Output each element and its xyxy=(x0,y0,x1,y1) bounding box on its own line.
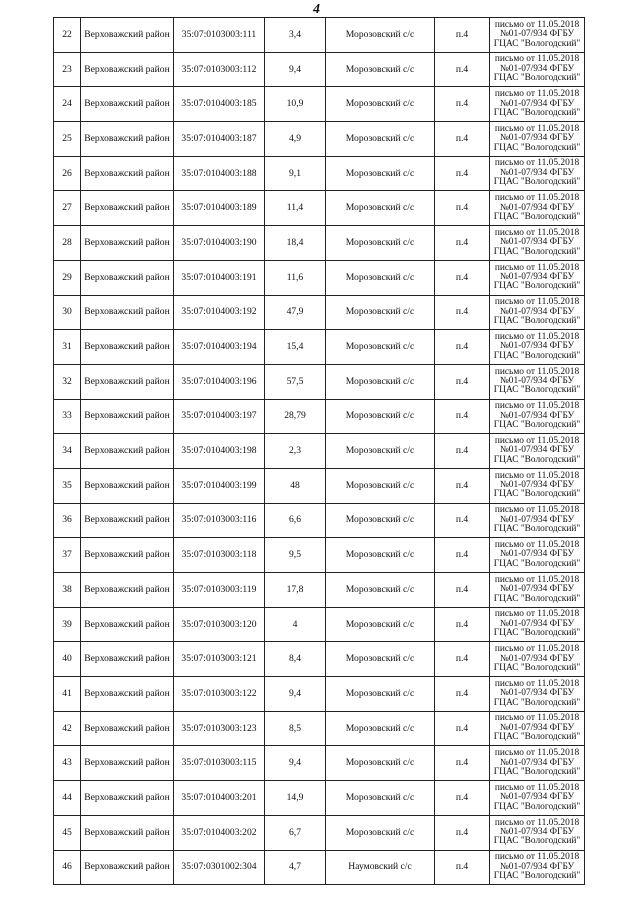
district-cell: Верховажский район xyxy=(81,573,174,608)
clause-cell: п.4 xyxy=(435,573,490,608)
clause-cell: п.4 xyxy=(435,815,490,850)
area-cell: 14,9 xyxy=(265,781,326,816)
clause-cell: п.4 xyxy=(435,87,490,122)
basis-line: №01-07/934 ФГБУ xyxy=(499,202,575,213)
clause-cell: п.4 xyxy=(435,399,490,434)
settlement-cell: Морозовский с/с xyxy=(326,295,435,330)
area-cell: 9,5 xyxy=(265,538,326,573)
basis-line: ГЦАС "Вологодский" xyxy=(493,524,581,535)
row-number: 42 xyxy=(54,711,81,746)
basis-cell xyxy=(490,607,585,642)
basis-cell xyxy=(490,191,585,226)
basis-line: ГЦАС "Вологодский" xyxy=(493,801,581,812)
row-number: 28 xyxy=(54,226,81,261)
row-number: 39 xyxy=(54,607,81,642)
table-row xyxy=(54,573,585,608)
area-cell: 3,4 xyxy=(265,18,326,53)
table-row xyxy=(54,295,585,330)
basis-line: ГЦАС "Вологодский" xyxy=(493,316,581,327)
basis-line: №01-07/934 ФГБУ xyxy=(499,688,575,699)
district-cell: Верховажский район xyxy=(81,364,174,399)
row-number: 31 xyxy=(54,330,81,365)
cadastral-number-cell: 35:07:0104003:196 xyxy=(174,364,265,399)
cadastral-number-cell: 35:07:0104003:201 xyxy=(174,781,265,816)
basis-line: ГЦАС "Вологодский" xyxy=(493,211,581,222)
basis-line: №01-07/934 ФГБУ xyxy=(499,792,575,803)
basis-line: ГЦАС "Вологодский" xyxy=(493,732,581,743)
cadastral-number-cell: 35:07:0103003:123 xyxy=(174,711,265,746)
cadastral-number-cell: 35:07:0104003:189 xyxy=(174,191,265,226)
settlement-cell: Морозовский с/с xyxy=(326,226,435,261)
basis-line: ГЦАС "Вологодский" xyxy=(493,38,581,49)
basis-line: письмо от 11.05.2018 xyxy=(494,297,580,308)
basis-cell xyxy=(490,295,585,330)
table-row xyxy=(54,52,585,87)
basis-line: письмо от 11.05.2018 xyxy=(494,748,580,759)
basis-line: письмо от 11.05.2018 xyxy=(494,366,580,377)
row-number: 33 xyxy=(54,399,81,434)
basis-cell xyxy=(490,434,585,469)
cadastral-number-cell: 35:07:0103003:121 xyxy=(174,642,265,677)
basis-line: №01-07/934 ФГБУ xyxy=(499,306,575,317)
land-plots-table xyxy=(53,17,585,885)
cadastral-number-cell: 35:07:0104003:188 xyxy=(174,156,265,191)
row-number: 46 xyxy=(54,850,81,885)
basis-line: письмо от 11.05.2018 xyxy=(494,713,580,724)
area-cell: 18,4 xyxy=(265,226,326,261)
basis-cell xyxy=(490,364,585,399)
table-row xyxy=(54,711,585,746)
settlement-cell: Морозовский с/с xyxy=(326,191,435,226)
table-row xyxy=(54,746,585,781)
basis-cell xyxy=(490,815,585,850)
table-row xyxy=(54,191,585,226)
basis-line: ГЦАС "Вологодский" xyxy=(493,489,581,500)
district-cell: Верховажский район xyxy=(81,260,174,295)
basis-line: письмо от 11.05.2018 xyxy=(494,470,580,481)
area-cell: 6,6 xyxy=(265,503,326,538)
basis-line: письмо от 11.05.2018 xyxy=(494,609,580,620)
row-number: 24 xyxy=(54,87,81,122)
settlement-cell: Морозовский с/с xyxy=(326,573,435,608)
clause-cell: п.4 xyxy=(435,538,490,573)
basis-line: письмо от 11.05.2018 xyxy=(494,782,580,793)
row-number: 22 xyxy=(54,18,81,53)
basis-cell xyxy=(490,781,585,816)
table-row xyxy=(54,156,585,191)
basis-line: письмо от 11.05.2018 xyxy=(494,678,580,689)
basis-line: №01-07/934 ФГБУ xyxy=(499,237,575,248)
area-cell: 4,9 xyxy=(265,122,326,157)
basis-line: письмо от 11.05.2018 xyxy=(494,123,580,134)
clause-cell: п.4 xyxy=(435,746,490,781)
basis-line: ГЦАС "Вологодский" xyxy=(493,385,581,396)
cadastral-number-cell: 35:07:0104003:198 xyxy=(174,434,265,469)
basis-cell xyxy=(490,156,585,191)
row-number: 35 xyxy=(54,468,81,503)
settlement-cell: Морозовский с/с xyxy=(326,677,435,712)
table-row xyxy=(54,538,585,573)
area-cell: 9,1 xyxy=(265,156,326,191)
basis-line: письмо от 11.05.2018 xyxy=(494,331,580,342)
basis-cell xyxy=(490,399,585,434)
basis-line: ГЦАС "Вологодский" xyxy=(493,246,581,257)
district-cell: Верховажский район xyxy=(81,122,174,157)
table-row xyxy=(54,815,585,850)
clause-cell: п.4 xyxy=(435,607,490,642)
basis-line: ГЦАС "Вологодский" xyxy=(493,281,581,292)
area-cell: 47,9 xyxy=(265,295,326,330)
basis-line: письмо от 11.05.2018 xyxy=(494,574,580,585)
basis-cell xyxy=(490,260,585,295)
basis-line: №01-07/934 ФГБУ xyxy=(499,480,575,491)
area-cell: 8,4 xyxy=(265,642,326,677)
area-cell: 17,8 xyxy=(265,573,326,608)
clause-cell: п.4 xyxy=(435,18,490,53)
district-cell: Верховажский район xyxy=(81,191,174,226)
basis-line: №01-07/934 ФГБУ xyxy=(499,549,575,560)
settlement-cell: Морозовский с/с xyxy=(326,18,435,53)
basis-line: №01-07/934 ФГБУ xyxy=(499,618,575,629)
basis-cell xyxy=(490,503,585,538)
settlement-cell: Морозовский с/с xyxy=(326,781,435,816)
basis-line: №01-07/934 ФГБУ xyxy=(499,29,575,40)
clause-cell: п.4 xyxy=(435,226,490,261)
district-cell: Верховажский район xyxy=(81,18,174,53)
basis-line: ГЦАС "Вологодский" xyxy=(493,454,581,465)
district-cell: Верховажский район xyxy=(81,156,174,191)
basis-line: ГЦАС "Вологодский" xyxy=(493,177,581,188)
area-cell: 11,4 xyxy=(265,191,326,226)
basis-line: письмо от 11.05.2018 xyxy=(494,262,580,273)
row-number: 44 xyxy=(54,781,81,816)
clause-cell: п.4 xyxy=(435,260,490,295)
basis-line: №01-07/934 ФГБУ xyxy=(499,376,575,387)
area-cell: 4 xyxy=(265,607,326,642)
cadastral-number-cell: 35:07:0103003:111 xyxy=(174,18,265,53)
row-number: 40 xyxy=(54,642,81,677)
basis-line: письмо от 11.05.2018 xyxy=(494,158,580,169)
row-number: 43 xyxy=(54,746,81,781)
basis-line: ГЦАС "Вологодский" xyxy=(493,697,581,708)
row-number: 37 xyxy=(54,538,81,573)
cadastral-number-cell: 35:07:0103003:120 xyxy=(174,607,265,642)
clause-cell: п.4 xyxy=(435,364,490,399)
settlement-cell: Морозовский с/с xyxy=(326,364,435,399)
settlement-cell: Морозовский с/с xyxy=(326,468,435,503)
basis-line: №01-07/934 ФГБУ xyxy=(499,514,575,525)
cadastral-number-cell: 35:07:0104003:187 xyxy=(174,122,265,157)
district-cell: Верховажский район xyxy=(81,781,174,816)
district-cell: Верховажский район xyxy=(81,434,174,469)
basis-line: ГЦАС "Вологодский" xyxy=(493,350,581,361)
basis-line: №01-07/934 ФГБУ xyxy=(499,722,575,733)
table-row xyxy=(54,260,585,295)
clause-cell: п.4 xyxy=(435,191,490,226)
cadastral-number-cell: 35:07:0103003:118 xyxy=(174,538,265,573)
area-cell: 15,4 xyxy=(265,330,326,365)
basis-line: №01-07/934 ФГБУ xyxy=(499,341,575,352)
district-cell: Верховажский район xyxy=(81,642,174,677)
settlement-cell: Морозовский с/с xyxy=(326,330,435,365)
basis-line: №01-07/934 ФГБУ xyxy=(499,410,575,421)
cadastral-number-cell: 35:07:0103003:122 xyxy=(174,677,265,712)
basis-cell xyxy=(490,711,585,746)
clause-cell: п.4 xyxy=(435,434,490,469)
area-cell: 11,6 xyxy=(265,260,326,295)
district-cell: Верховажский район xyxy=(81,607,174,642)
table-row xyxy=(54,434,585,469)
settlement-cell: Морозовский с/с xyxy=(326,642,435,677)
basis-line: ГЦАС "Вологодский" xyxy=(493,766,581,777)
district-cell: Верховажский район xyxy=(81,295,174,330)
area-cell: 8,5 xyxy=(265,711,326,746)
settlement-cell: Морозовский с/с xyxy=(326,52,435,87)
area-cell: 2,3 xyxy=(265,434,326,469)
basis-line: ГЦАС "Вологодский" xyxy=(493,871,581,882)
settlement-cell: Морозовский с/с xyxy=(326,260,435,295)
area-cell: 9,4 xyxy=(265,746,326,781)
basis-line: письмо от 11.05.2018 xyxy=(494,54,580,65)
basis-line: письмо от 11.05.2018 xyxy=(494,644,580,655)
basis-line: письмо от 11.05.2018 xyxy=(494,435,580,446)
cadastral-number-cell: 35:07:0103003:112 xyxy=(174,52,265,87)
cadastral-number-cell: 35:07:0104003:185 xyxy=(174,87,265,122)
district-cell: Верховажский район xyxy=(81,468,174,503)
basis-cell xyxy=(490,52,585,87)
basis-line: письмо от 11.05.2018 xyxy=(494,817,580,828)
table-row xyxy=(54,850,585,885)
row-number: 26 xyxy=(54,156,81,191)
area-cell: 9,4 xyxy=(265,52,326,87)
basis-line: №01-07/934 ФГБУ xyxy=(499,167,575,178)
settlement-cell: Морозовский с/с xyxy=(326,434,435,469)
cadastral-number-cell: 35:07:0104003:194 xyxy=(174,330,265,365)
district-cell: Верховажский район xyxy=(81,399,174,434)
table-row xyxy=(54,677,585,712)
cadastral-number-cell: 35:07:0103003:119 xyxy=(174,573,265,608)
table-row xyxy=(54,18,585,53)
row-number: 27 xyxy=(54,191,81,226)
area-cell: 57,5 xyxy=(265,364,326,399)
basis-cell xyxy=(490,677,585,712)
area-cell: 48 xyxy=(265,468,326,503)
settlement-cell: Морозовский с/с xyxy=(326,711,435,746)
basis-line: письмо от 11.05.2018 xyxy=(494,193,580,204)
district-cell: Верховажский район xyxy=(81,677,174,712)
district-cell: Верховажский район xyxy=(81,87,174,122)
row-number: 23 xyxy=(54,52,81,87)
basis-cell xyxy=(490,330,585,365)
area-cell: 28,79 xyxy=(265,399,326,434)
basis-cell xyxy=(490,850,585,885)
basis-line: ГЦАС "Вологодский" xyxy=(493,420,581,431)
basis-line: письмо от 11.05.2018 xyxy=(494,227,580,238)
basis-line: №01-07/934 ФГБУ xyxy=(499,63,575,74)
basis-line: письмо от 11.05.2018 xyxy=(494,19,580,30)
basis-line: ГЦАС "Вологодский" xyxy=(493,73,581,84)
district-cell: Верховажский район xyxy=(81,538,174,573)
table-row xyxy=(54,330,585,365)
clause-cell: п.4 xyxy=(435,850,490,885)
table-row xyxy=(54,399,585,434)
settlement-cell: Морозовский с/с xyxy=(326,538,435,573)
clause-cell: п.4 xyxy=(435,503,490,538)
cadastral-number-cell: 35:07:0103003:115 xyxy=(174,746,265,781)
district-cell: Верховажский район xyxy=(81,815,174,850)
district-cell: Верховажский район xyxy=(81,52,174,87)
basis-line: письмо от 11.05.2018 xyxy=(494,505,580,516)
cadastral-number-cell: 35:07:0104003:190 xyxy=(174,226,265,261)
basis-cell xyxy=(490,538,585,573)
basis-cell xyxy=(490,573,585,608)
district-cell: Верховажский район xyxy=(81,850,174,885)
clause-cell: п.4 xyxy=(435,52,490,87)
cadastral-number-cell: 35:07:0301002:304 xyxy=(174,850,265,885)
basis-cell xyxy=(490,18,585,53)
table-row xyxy=(54,364,585,399)
clause-cell: п.4 xyxy=(435,781,490,816)
basis-line: №01-07/934 ФГБУ xyxy=(499,133,575,144)
basis-line: №01-07/934 ФГБУ xyxy=(499,445,575,456)
clause-cell: п.4 xyxy=(435,156,490,191)
basis-line: №01-07/934 ФГБУ xyxy=(499,584,575,595)
district-cell: Верховажский район xyxy=(81,330,174,365)
page-number: 4 xyxy=(313,2,320,17)
basis-line: №01-07/934 ФГБУ xyxy=(499,271,575,282)
basis-cell xyxy=(490,746,585,781)
basis-line: письмо от 11.05.2018 xyxy=(494,401,580,412)
settlement-cell: Морозовский с/с xyxy=(326,746,435,781)
clause-cell: п.4 xyxy=(435,711,490,746)
area-cell: 6,7 xyxy=(265,815,326,850)
cadastral-number-cell: 35:07:0104003:199 xyxy=(174,468,265,503)
cadastral-number-cell: 35:07:0104003:202 xyxy=(174,815,265,850)
clause-cell: п.4 xyxy=(435,468,490,503)
settlement-cell: Морозовский с/с xyxy=(326,122,435,157)
settlement-cell: Морозовский с/с xyxy=(326,815,435,850)
clause-cell: п.4 xyxy=(435,295,490,330)
table-body xyxy=(54,18,585,885)
cadastral-number-cell: 35:07:0104003:191 xyxy=(174,260,265,295)
basis-line: ГЦАС "Вологодский" xyxy=(493,836,581,847)
clause-cell: п.4 xyxy=(435,330,490,365)
row-number: 38 xyxy=(54,573,81,608)
settlement-cell: Наумовский с/с xyxy=(326,850,435,885)
basis-line: письмо от 11.05.2018 xyxy=(494,852,580,863)
district-cell: Верховажский район xyxy=(81,503,174,538)
basis-cell xyxy=(490,226,585,261)
basis-line: ГЦАС "Вологодский" xyxy=(493,593,581,604)
basis-line: ГЦАС "Вологодский" xyxy=(493,662,581,673)
basis-line: №01-07/934 ФГБУ xyxy=(499,98,575,109)
row-number: 30 xyxy=(54,295,81,330)
table-row xyxy=(54,503,585,538)
row-number: 36 xyxy=(54,503,81,538)
table-row xyxy=(54,122,585,157)
district-cell: Верховажский район xyxy=(81,226,174,261)
row-number: 32 xyxy=(54,364,81,399)
basis-line: ГЦАС "Вологодский" xyxy=(493,107,581,118)
area-cell: 10,9 xyxy=(265,87,326,122)
row-number: 29 xyxy=(54,260,81,295)
basis-line: ГЦАС "Вологодский" xyxy=(493,142,581,153)
area-cell: 4,7 xyxy=(265,850,326,885)
basis-cell xyxy=(490,87,585,122)
basis-line: письмо от 11.05.2018 xyxy=(494,540,580,551)
basis-line: №01-07/934 ФГБУ xyxy=(499,757,575,768)
basis-line: №01-07/934 ФГБУ xyxy=(499,826,575,837)
clause-cell: п.4 xyxy=(435,642,490,677)
cadastral-number-cell: 35:07:0104003:192 xyxy=(174,295,265,330)
table-row xyxy=(54,781,585,816)
basis-line: №01-07/934 ФГБУ xyxy=(499,653,575,664)
basis-cell xyxy=(490,122,585,157)
settlement-cell: Морозовский с/с xyxy=(326,503,435,538)
table-row xyxy=(54,642,585,677)
clause-cell: п.4 xyxy=(435,677,490,712)
table-row xyxy=(54,87,585,122)
settlement-cell: Морозовский с/с xyxy=(326,607,435,642)
table-row xyxy=(54,226,585,261)
cadastral-number-cell: 35:07:0104003:197 xyxy=(174,399,265,434)
basis-cell xyxy=(490,642,585,677)
table-row xyxy=(54,607,585,642)
basis-line: ГЦАС "Вологодский" xyxy=(493,628,581,639)
table-row xyxy=(54,468,585,503)
row-number: 34 xyxy=(54,434,81,469)
clause-cell: п.4 xyxy=(435,122,490,157)
basis-line: №01-07/934 ФГБУ xyxy=(499,861,575,872)
row-number: 41 xyxy=(54,677,81,712)
settlement-cell: Морозовский с/с xyxy=(326,156,435,191)
row-number: 25 xyxy=(54,122,81,157)
settlement-cell: Морозовский с/с xyxy=(326,87,435,122)
row-number: 45 xyxy=(54,815,81,850)
area-cell: 9,4 xyxy=(265,677,326,712)
basis-line: письмо от 11.05.2018 xyxy=(494,89,580,100)
basis-line: ГЦАС "Вологодский" xyxy=(493,558,581,569)
district-cell: Верховажский район xyxy=(81,711,174,746)
settlement-cell: Морозовский с/с xyxy=(326,399,435,434)
cadastral-number-cell: 35:07:0103003:116 xyxy=(174,503,265,538)
district-cell: Верховажский район xyxy=(81,746,174,781)
basis-cell xyxy=(490,468,585,503)
